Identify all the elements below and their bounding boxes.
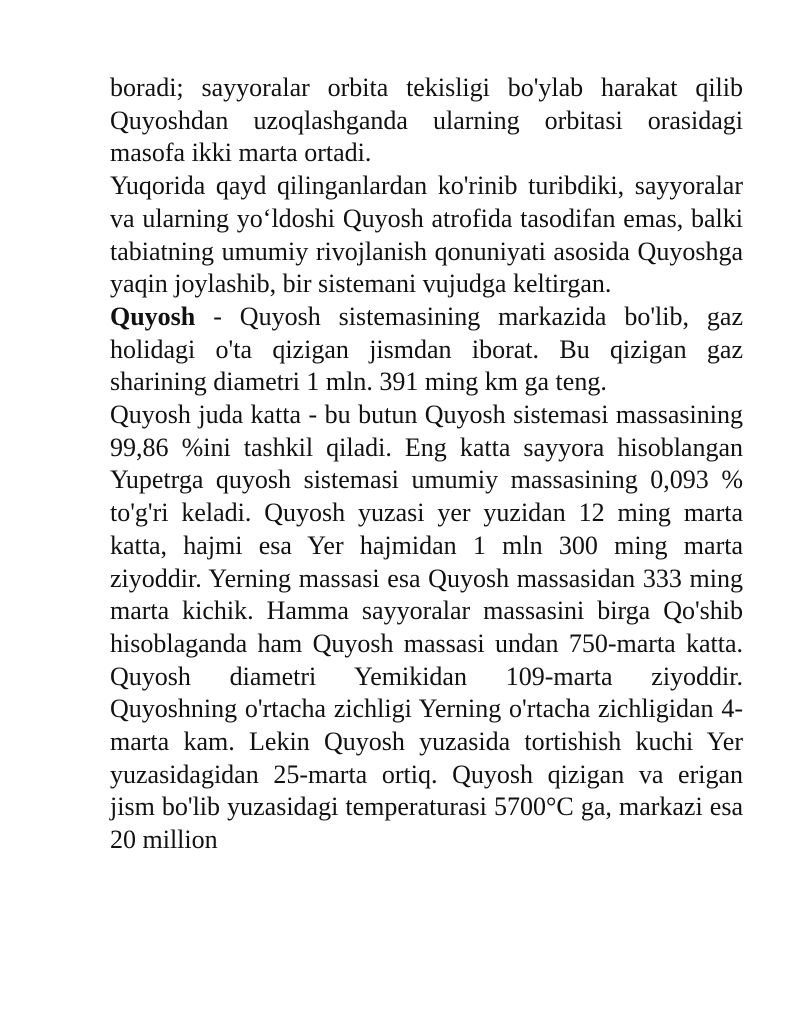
paragraph-text: Yuqorida qayd qilinganlardan ko'rinib turibdiki, sayyoralar va ularning yo‘ldoshi Quyosh atrofida tasodifan emas, balki tabiatning umumiy rivojlanish qonuniyati asosida Quyoshga yaqin joylashib, bir sistemani vujudga keltirgan.: [110, 171, 743, 299]
paragraph-text: boradi; sayyoralar orbita tekisligi bo'ylab harakat qilib Quyoshdan uzoqlashganda ularning orbitasi orasidagi masofa ikki marta ortadi.: [110, 73, 743, 168]
paragraph-text: Quyosh juda katta - bu butun Quyosh sistemasi massasining 99,86 %ini tashkil qiladi. Eng katta sayyora hisoblangan Yupetrga quyosh sistemasi umumiy massasining 0,093 % to'g'ri keladi. Quyosh yuzasi yer yuzidan 12 ming marta katta, hajmi esa Yer hajmidan 1 mln 300 ming marta ziyoddir. Yerning massasi esa Quyosh massasidan 333 ming marta kichik. Hamma sayyoralar massasini birga Qo'shib hisoblaganda ham Quyosh massasi undan 750-marta katta. Quyosh diametri Yemikidan 109-marta ziyoddir. Quyoshning o'rtacha zichligi Yerning o'rtacha zichligidan 4-marta kam. Lekin Quyosh yuzasida tortishish kuchi Yer yuzasidagidan 25-marta ortiq. Quyosh qizigan va erigan jism bo'lib yuzasidagi temperaturasi 5700°C ga, markazi esa 20 million: [110, 400, 743, 855]
paragraph-text: - Quyosh sistemasining markazida bo'lib, gaz holidagi o'ta qizigan jismdan iborat. Bu qizigan gaz sharining diametri 1 mln. 391 ming km ga teng.: [110, 301, 743, 397]
document-page: [110, 72, 743, 857]
paragraph-sun-facts: [110, 399, 743, 857]
paragraph-orbit-distance: [110, 72, 743, 170]
paragraph-solar-system-origin: [110, 170, 743, 301]
paragraph-sun-definition: [110, 301, 743, 399]
paragraph-term-bold: Quyosh: [110, 301, 196, 331]
